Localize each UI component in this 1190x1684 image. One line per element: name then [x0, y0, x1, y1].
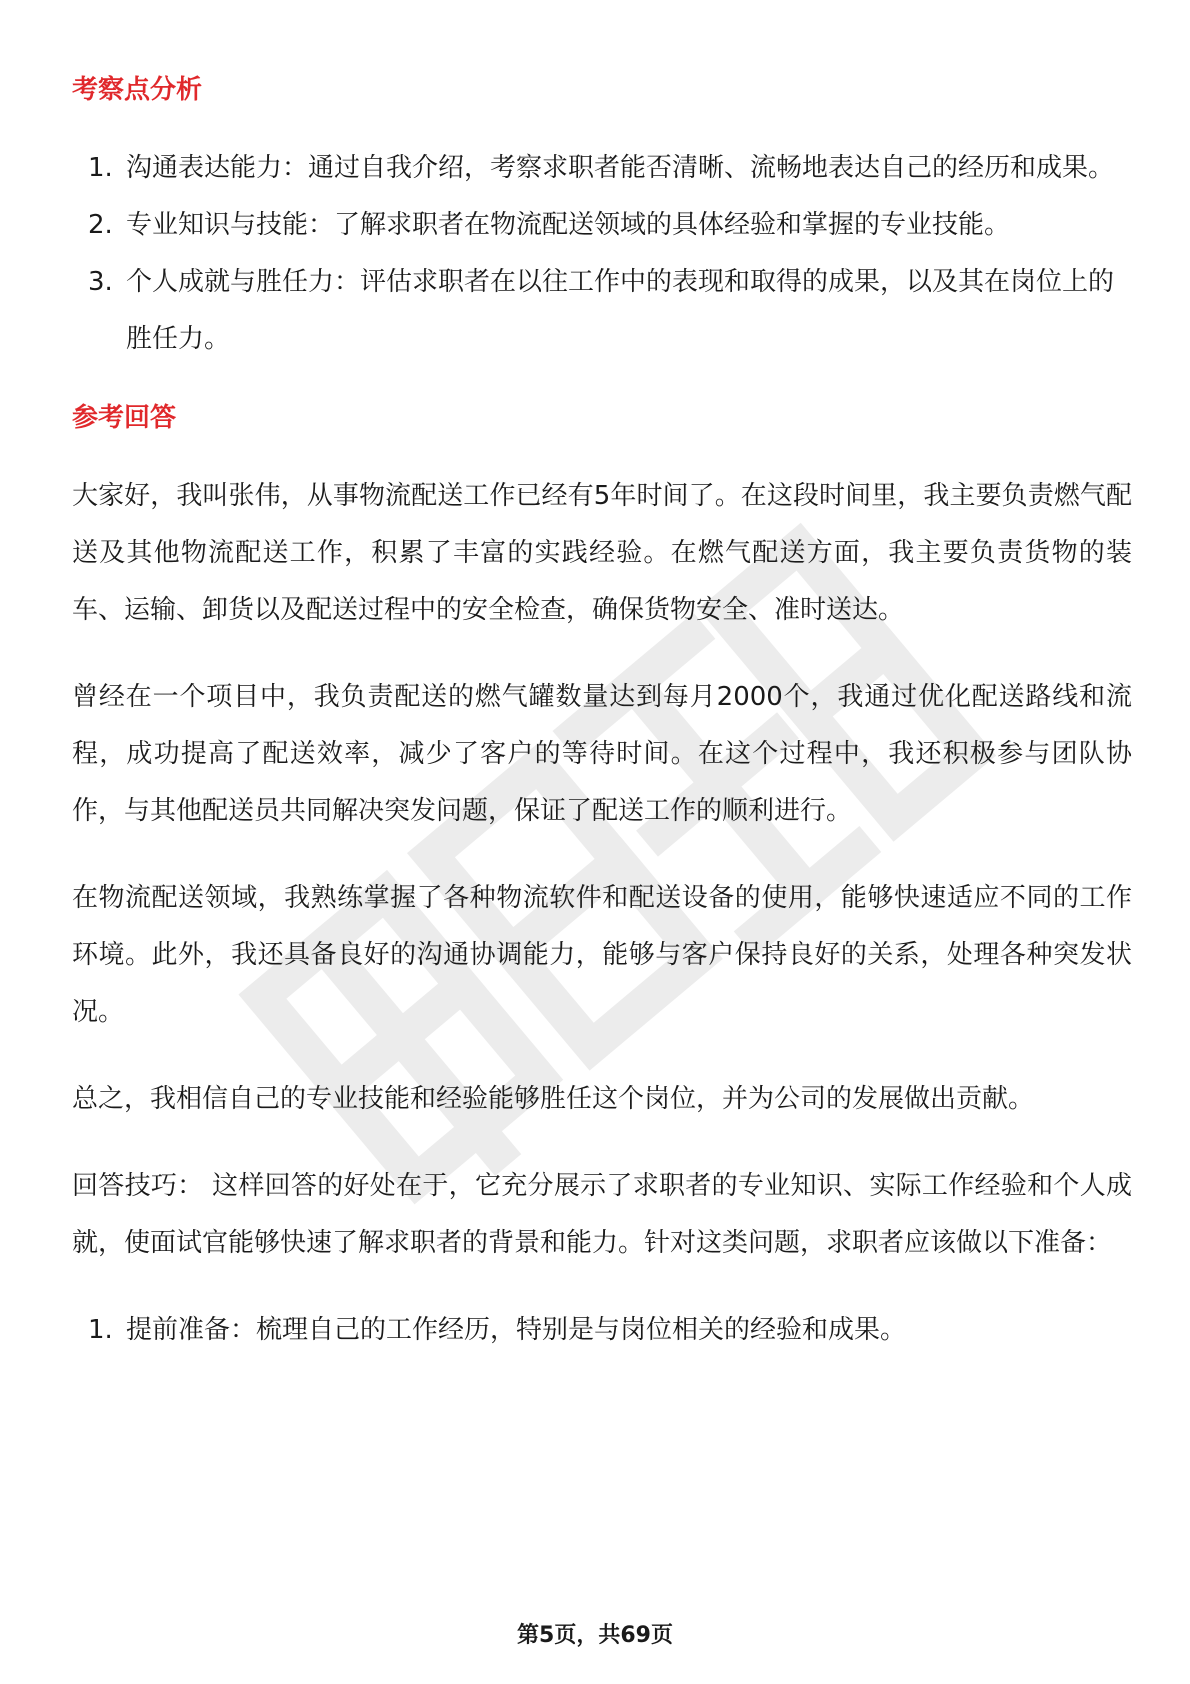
list-item-number: 3.: [88, 267, 113, 297]
list-item-number: 1.: [88, 1315, 113, 1345]
list-item-text: 提前准备：梳理自己的工作经历，特别是与岗位相关的经验和成果。: [126, 1315, 907, 1345]
list-item: [72, 197, 1132, 254]
answer-paragraph-project: 曾经在一个项目中，我负责配送的燃气罐数量达到每月2000个，我通过优化配送路线和流程，成功提高了配送效率，减少了客户的等待时间。在这个过程中，我还积极参与团队协作，与其他配送员共同解决突发问题，保证了配送工作的顺利进行。: [72, 682, 1132, 826]
page-number-footer: 第5页，共69页: [517, 1623, 673, 1648]
answer-paragraph-summary: 总之，我相信自己的专业技能和经验能够胜任这个岗位，并为公司的发展做出贡献。: [72, 1084, 1035, 1114]
answer-paragraph-intro: 大家好，我叫张伟，从事物流配送工作已经有5年时间了。在这段时间里，我主要负责燃气配送及其他物流配送工作，积累了丰富的实践经验。在燃气配送方面，我主要负责货物的装车、运输、卸货以及配送过程中的安全检查，确保货物安全、准时送达。: [72, 481, 1132, 625]
answer-paragraph-skills: 在物流配送领域，我熟练掌握了各种物流软件和配送设备的使用，能够快速适应不同的工作环境。此外，我还具备良好的沟通协调能力，能够与客户保持良好的关系，处理各种突发状况。: [72, 883, 1132, 1027]
answer-section-title: 参考回答: [72, 403, 177, 433]
analysis-list: [72, 140, 1132, 368]
prep-list: [72, 1302, 1132, 1359]
answer-tips-paragraph: 回答技巧： 这样回答的好处在于，它充分展示了求职者的专业知识、实际工作经验和个人成就，使面试官能够快速了解求职者的背景和能力。针对这类问题，求职者应该做以下准备：: [72, 1171, 1132, 1258]
document-page: [72, 70, 1132, 1379]
list-item-number: 2.: [88, 210, 113, 240]
list-item-text: 个人成就与胜任力：评估求职者在以往工作中的表现和取得的成果，以及其在岗位上的胜任力。: [126, 267, 1115, 354]
list-item-text: 沟通表达能力：通过自我介绍，考察求职者能否清晰、流畅地表达自己的经历和成果。: [126, 153, 1115, 183]
list-item: [72, 254, 1132, 368]
list-item: [72, 1302, 1132, 1359]
list-item-number: 1.: [88, 153, 113, 183]
analysis-section-title: 考察点分析: [72, 75, 203, 105]
list-item: [72, 140, 1132, 197]
list-item-text: 专业知识与技能：了解求职者在物流配送领域的具体经验和掌握的专业技能。: [126, 210, 1011, 240]
